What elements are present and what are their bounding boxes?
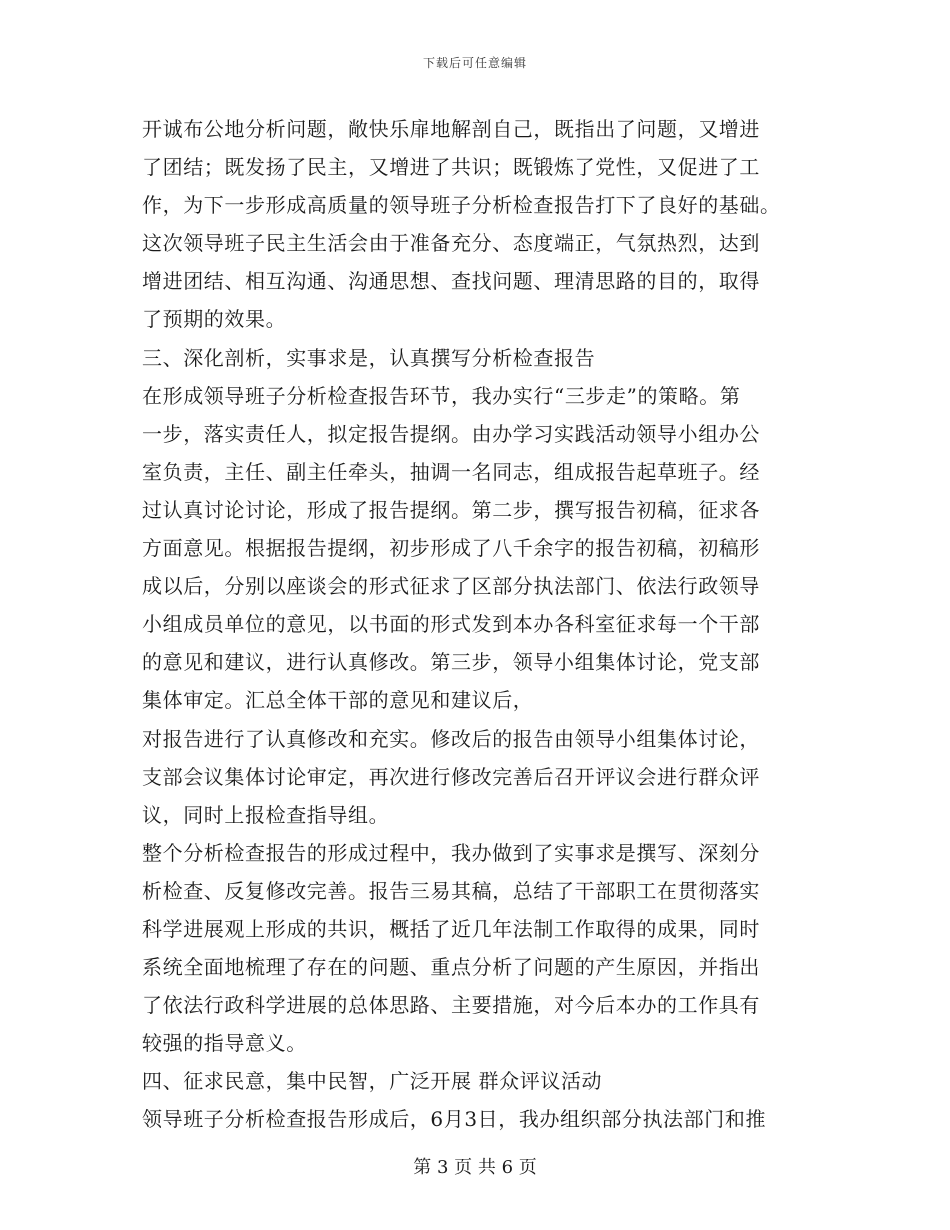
body-line: 方面意见。根据报告提纲，初步形成了八千余字的报告初稿，初稿形 bbox=[142, 536, 760, 561]
body-line: 支部会议集体讨论审定，再次进行修改完善后召开评议会进行群众评 bbox=[142, 764, 760, 789]
page-header-note: 下载后可任意编辑 bbox=[422, 56, 527, 70]
body-line: 议，同时上报检查指导组。 bbox=[142, 802, 390, 827]
body-line: 开诚布公地分析问题，敞快乐扉地解剖自己，既指出了问题，又增进 bbox=[142, 117, 760, 141]
body-line: 整个分析检查报告的形成过程中，我办做到了实事求是撰写、深刻分 bbox=[142, 840, 760, 865]
body-line: 科学进展观上形成的共识，概括了近几年法制工作取得的成果，同时 bbox=[142, 916, 760, 941]
body-line: 了依法行政科学进展的总体思路、主要措施，对今后本办的工作具有 bbox=[142, 993, 760, 1018]
body-line: 的意见和建议，进行认真修改。第三步，领导小组集体讨论，党支部 bbox=[142, 650, 760, 675]
body-line: 析检查、反复修改完善。报告三易其稿，总结了干部职工在贯彻落实 bbox=[142, 878, 760, 903]
section-heading: 四、征求民意，集中民智，广泛开展 群众评议活动 bbox=[142, 1069, 603, 1094]
body-line: 对报告进行了认真修改和充实。修改后的报告由领导小组集体讨论， bbox=[142, 726, 760, 751]
document-body bbox=[142, 110, 822, 1139]
body-line: 领导班子分析检查报告形成后，6月3日，我办组织部分执法部门和推 bbox=[142, 1107, 767, 1132]
body-line: 小组成员单位的意见，以书面的形式发到本办各科室征求每一个干部 bbox=[142, 612, 760, 637]
body-line: 作，为下一步形成高质量的领导班子分析检查报告打下了良好的基础。 bbox=[142, 193, 781, 218]
body-line: 了团结；既发扬了民主，又增进了共识；既锻炼了党性，又促进了工 bbox=[142, 155, 760, 180]
body-line: 了预期的效果。 bbox=[142, 307, 287, 332]
section-heading: 三、深化剖析，实事求是，认真撰写分析检查报告 bbox=[142, 345, 596, 370]
body-line: 系统全面地梳理了存在的问题、重点分析了问题的产生原因，并指出 bbox=[142, 955, 760, 980]
body-line: 过认真讨论讨论，形成了报告提纲。第二步，撰写报告初稿，征求各 bbox=[142, 497, 760, 522]
body-line: 这次领导班子民主生活会由于准备充分、态度端正，气氛热烈，达到 bbox=[142, 231, 760, 256]
body-line: 成以后，分别以座谈会的形式征求了区部分执法部门、依法行政领导 bbox=[142, 574, 760, 599]
body-line: 增进团结、相互沟通、沟通思想、查找问题、理清思路的目的，取得 bbox=[142, 269, 760, 294]
body-line: 集体审定。汇总全体干部的意见和建议后， bbox=[142, 688, 534, 713]
body-line: 较强的指导意义。 bbox=[142, 1031, 307, 1056]
body-line: 室负责，主任、副主任牵头，抽调一名同志，组成报告起草班子。经 bbox=[142, 459, 760, 484]
body-line: 一步，落实责任人，拟定报告提纲。由办学习实践活动领导小组办公 bbox=[142, 421, 760, 446]
body-line: 在形成领导班子分析检查报告环节，我办实行“三步走”的策略。第 bbox=[142, 383, 741, 408]
page-number-footer: 第 3 页 共 6 页 bbox=[413, 1157, 537, 1178]
